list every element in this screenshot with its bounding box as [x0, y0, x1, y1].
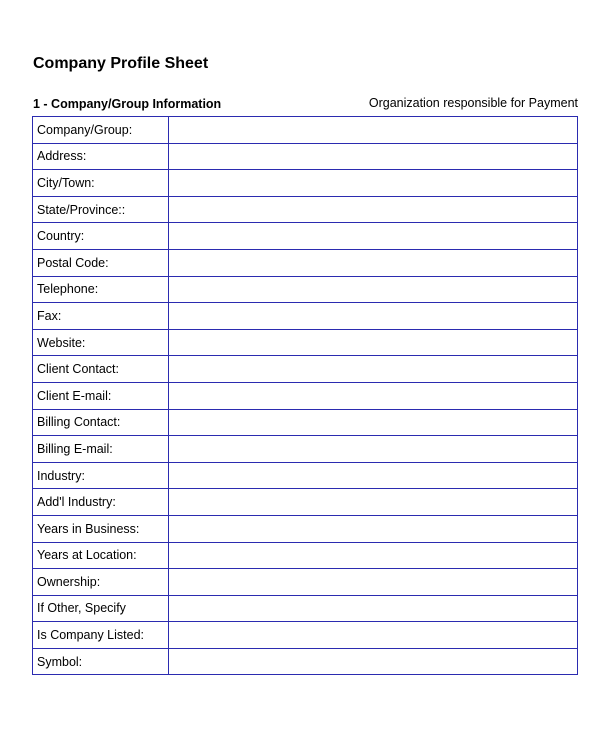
field-label: Industry:	[33, 462, 169, 489]
field-label: Address:	[33, 143, 169, 170]
field-value-input[interactable]	[169, 542, 578, 569]
field-value-input[interactable]	[169, 462, 578, 489]
field-label: Telephone:	[33, 276, 169, 303]
field-value-input[interactable]	[169, 143, 578, 170]
form-row	[33, 356, 578, 383]
field-label: If Other, Specify	[33, 595, 169, 622]
field-label: Years in Business:	[33, 515, 169, 542]
form-row	[33, 329, 578, 356]
field-value-input[interactable]	[169, 223, 578, 250]
field-label: Fax:	[33, 303, 169, 330]
field-label: Ownership:	[33, 569, 169, 596]
field-value-input[interactable]	[169, 382, 578, 409]
field-label: Symbol:	[33, 648, 169, 675]
field-label: City/Town:	[33, 170, 169, 197]
company-info-table-body	[33, 117, 578, 675]
field-value-input[interactable]	[169, 196, 578, 223]
form-row	[33, 462, 578, 489]
field-value-input[interactable]	[169, 648, 578, 675]
field-value-input[interactable]	[169, 436, 578, 463]
form-row	[33, 223, 578, 250]
field-label: Years at Location:	[33, 542, 169, 569]
section-heading: 1 - Company/Group Information	[33, 97, 222, 111]
field-label: Client Contact:	[33, 356, 169, 383]
field-label: Country:	[33, 223, 169, 250]
field-label: Billing E-mail:	[33, 436, 169, 463]
field-value-input[interactable]	[169, 276, 578, 303]
field-label: State/Province::	[33, 196, 169, 223]
form-row	[33, 249, 578, 276]
form-row	[33, 595, 578, 622]
field-label: Is Company Listed:	[33, 622, 169, 649]
form-row	[33, 436, 578, 463]
form-row	[33, 489, 578, 516]
field-value-input[interactable]	[169, 622, 578, 649]
field-value-input[interactable]	[169, 569, 578, 596]
field-label: Website:	[33, 329, 169, 356]
field-value-input[interactable]	[169, 329, 578, 356]
form-row	[33, 622, 578, 649]
field-value-input[interactable]	[169, 117, 578, 144]
form-row	[33, 303, 578, 330]
field-label: Postal Code:	[33, 249, 169, 276]
form-row	[33, 515, 578, 542]
page-title: Company Profile Sheet	[33, 55, 209, 72]
form-row	[33, 409, 578, 436]
field-label: Add'l Industry:	[33, 489, 169, 516]
field-value-input[interactable]	[169, 595, 578, 622]
field-value-input[interactable]	[169, 489, 578, 516]
field-value-input[interactable]	[169, 356, 578, 383]
form-row	[33, 117, 578, 144]
field-value-input[interactable]	[169, 249, 578, 276]
field-value-input[interactable]	[169, 170, 578, 197]
form-row	[33, 648, 578, 675]
field-label: Company/Group:	[33, 117, 169, 144]
company-info-table	[32, 116, 578, 675]
field-value-input[interactable]	[169, 303, 578, 330]
form-row	[33, 143, 578, 170]
form-row	[33, 569, 578, 596]
field-value-input[interactable]	[169, 409, 578, 436]
section-note: Organization responsible for Payment	[368, 96, 578, 110]
form-row	[33, 542, 578, 569]
field-label: Billing Contact:	[33, 409, 169, 436]
field-label: Client E-mail:	[33, 382, 169, 409]
form-row	[33, 196, 578, 223]
form-row	[33, 276, 578, 303]
field-value-input[interactable]	[169, 515, 578, 542]
form-row	[33, 170, 578, 197]
form-row	[33, 382, 578, 409]
